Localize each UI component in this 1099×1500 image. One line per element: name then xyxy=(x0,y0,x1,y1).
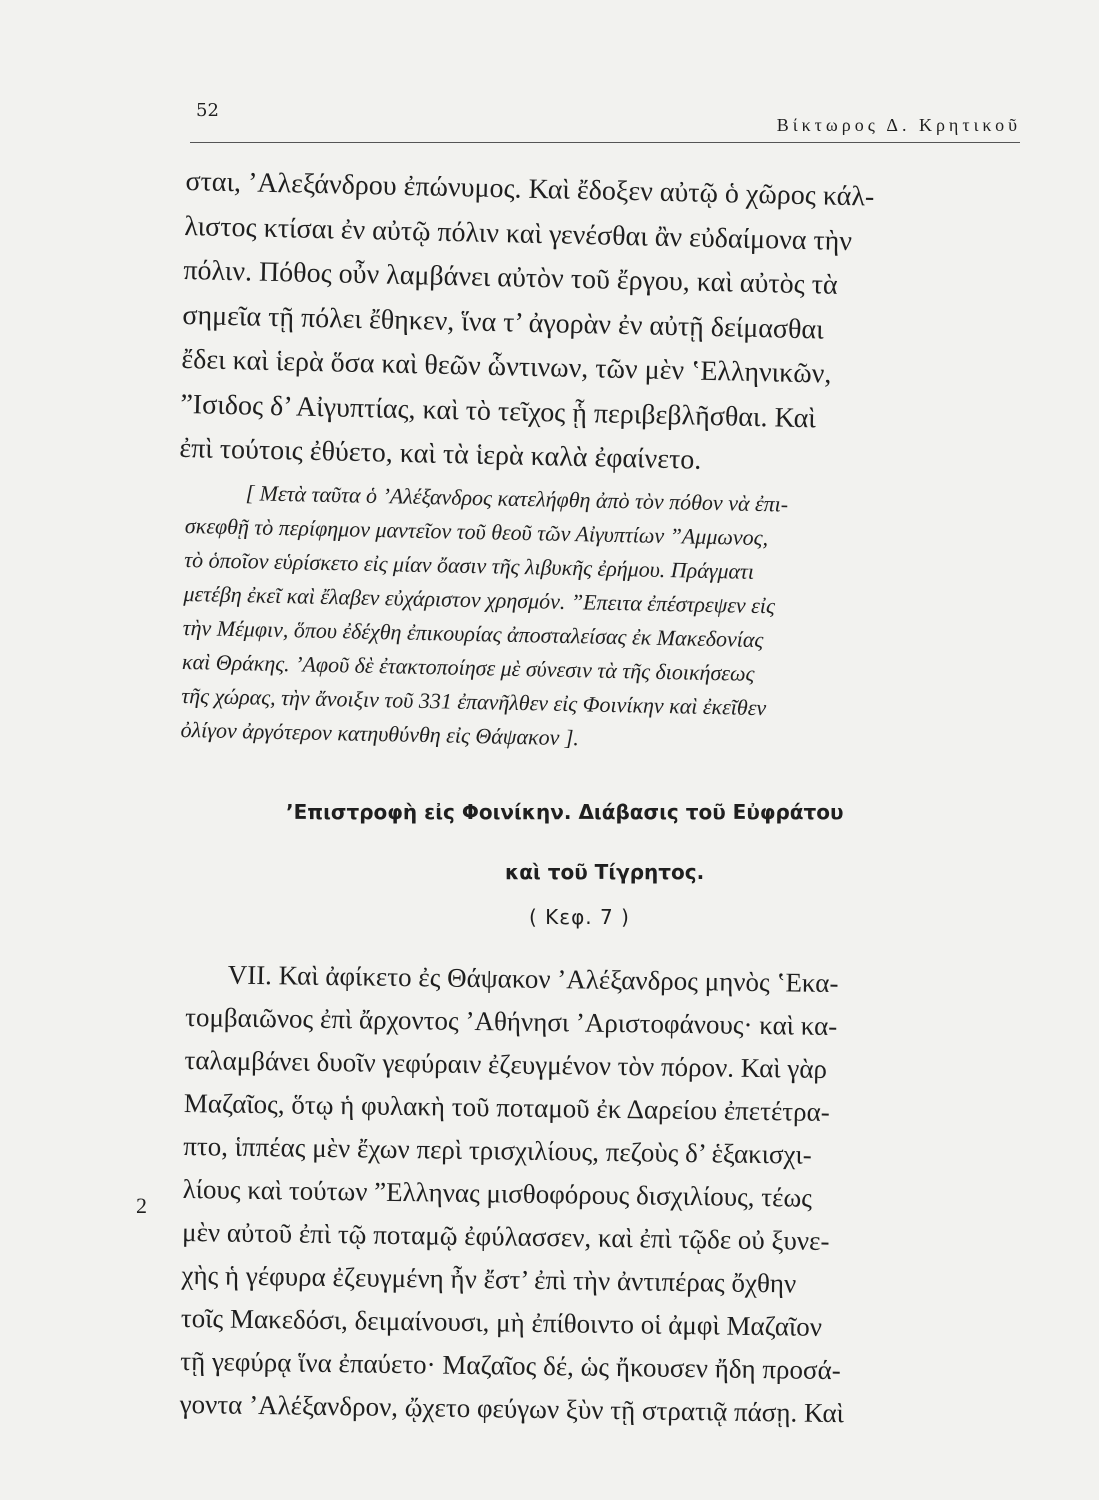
text-line: [ Μετὰ ταῦτα ὁ ’Αλέξανδρος κατελήφθη ἀπὸ τὸν πόθον νὰ ἐπι- xyxy=(245,480,789,517)
text-line: τομβαιῶνος ἐπὶ ἄρχοντος ’Αθήνησι ’Αριστοφάνους· καὶ κα- xyxy=(184,1001,838,1042)
text-line: μετέβη ἐκεῖ καὶ ἔλαβεν εὐχάριστον χρησμόν. ”Επειτα ἐπέστρεψεν εἰς xyxy=(183,580,776,619)
text-line: λιστος κτίσαι ἐν αὐτῷ πόλιν καὶ γενέσθαι ἂν εὐδαίμονα τὴν xyxy=(184,210,853,257)
paragraph-main-2 xyxy=(179,953,1031,1438)
margin-section-number: 2 xyxy=(136,1193,147,1218)
running-head: Βίκτωρος Δ. Κρητικοῦ xyxy=(776,115,1021,135)
header-rule xyxy=(190,142,1020,143)
text-line: καὶ Θράκης. ’Αφοῦ δὲ ἐτακτοποίησε μὲ σύνεσιν τὰ τῆς διοικήσεως xyxy=(181,648,755,686)
text-line: γοντα ’Αλέξανδρον, ᾤχετο φεύγων ξὺν τῇ στρατιᾷ πάσῃ. Καὶ xyxy=(179,1388,845,1429)
paragraph-commentary xyxy=(180,475,1026,765)
text-line: VII. Καὶ ἀφίκετο ἐς Θάψακον ’Αλέξανδρος μηνὸς ‛Εκα- xyxy=(227,959,839,999)
text-line: πόλιν. Πόθος οὖν λαμβάνει αὐτὸν τοῦ ἔργου, καὶ αὐτὸς τὰ xyxy=(183,254,839,301)
text-line: Μαζαῖος, ὅτῳ ἡ φυλακὴ τοῦ ποταμοῦ ἐκ Δαρείου ἐπετέτρα- xyxy=(183,1087,830,1128)
section-title-line-2: καὶ τοῦ Τίγρητος. xyxy=(505,860,705,884)
chapter-label: ( Κεφ. 7 ) xyxy=(529,905,630,929)
text-line: πτο, ἱππέας μὲν ἔχων περὶ τρισχιλίους, πεζοὺς δ’ ἑξακισχι- xyxy=(183,1130,812,1170)
text-line: ἔδει καὶ ἱερὰ ὅσα καὶ θεῶν ὧντινων, τῶν μὲν ‛Ελληνικῶν, xyxy=(181,343,832,390)
text-line: σκεφθῇ τὸ περίφημον μαντεῖον τοῦ θεοῦ τῶν Αἰγυπτίων ”Αμμωνος, xyxy=(184,512,769,551)
text-line: σται, ’Αλεξάνδρου ἐπώνυμος. Καὶ ἔδοξεν αὐτῷ ὁ χῶρος κάλ- xyxy=(185,165,875,213)
text-line: ταλαμβάνει δυοῖν γεφύραιν ἐζευγμένον τὸν πόρον. Καὶ γὰρ xyxy=(184,1044,828,1084)
page-number: 52 xyxy=(196,100,219,121)
text-line: τὸ ὁποῖον εὑρίσκετο εἰς μίαν ὄασιν τῆς λιβυκῆς ἐρήμου. Πράγματι xyxy=(183,546,755,584)
text-line: χὴς ἡ γέφυρα ἐζευγμένη ἦν ἔστ’ ἐπὶ τὴν ἀντιπέρας ὄχθην xyxy=(181,1259,797,1299)
text-line: τῆς χώρας, τὴν ἄνοιξιν τοῦ 331 ἐπανῆλθεν εἰς Φοινίκην καὶ ἐκεῖθεν xyxy=(181,682,767,721)
text-line: τοῖς Μακεδόσι, δειμαίνουσι, μὴ ἐπίθοιντο οἱ ἀμφὶ Μαζαῖον xyxy=(180,1302,823,1342)
paragraph-main-1 xyxy=(179,160,1031,491)
text-line: λίους καὶ τούτων ”Ελληνας μισθοφόρους δισχιλίους, τέως xyxy=(182,1173,813,1213)
text-line: ἐπὶ τούτοις ἐθύετο, καὶ τὰ ἱερὰ καλὰ ἐφαίνετο. xyxy=(179,432,702,476)
text-line: σημεῖα τῇ πόλει ἔθηκεν, ἵνα τ’ ἀγορὰν ἐν αὐτῇ δείμασθαι xyxy=(182,299,825,346)
text-line: μὲν αὐτοῦ ἐπὶ τῷ ποταμῷ ἐφύλασσεν, καὶ ἐπὶ τῷδε οὐ ξυνε- xyxy=(181,1216,830,1257)
text-line: ”Ισιδος δ’ Αἰγυπτίας, καὶ τὸ τεῖχος ᾗ περιβεβλῆσθαι. Καὶ xyxy=(180,388,817,434)
text-line: ὀλίγον ἀργότερον κατηυθύνθη εἰς Θάψακον ]. xyxy=(180,716,580,751)
section-title-line-1: ’Επιστροφὴ εἰς Φοινίκην. Διάβασις τοῦ Εὐφράτου xyxy=(286,800,844,824)
text-line: τῇ γεφύρᾳ ἵνα ἐπαύετο· Μαζαῖος δέ, ὡς ἤκουσεν ἤδη προσά- xyxy=(180,1345,841,1386)
text-line: τὴν Μέμφιν, ὅπου ἐδέχθη ἐπικουρίας ἀποσταλείσας ἐκ Μακεδονίας xyxy=(182,614,764,653)
